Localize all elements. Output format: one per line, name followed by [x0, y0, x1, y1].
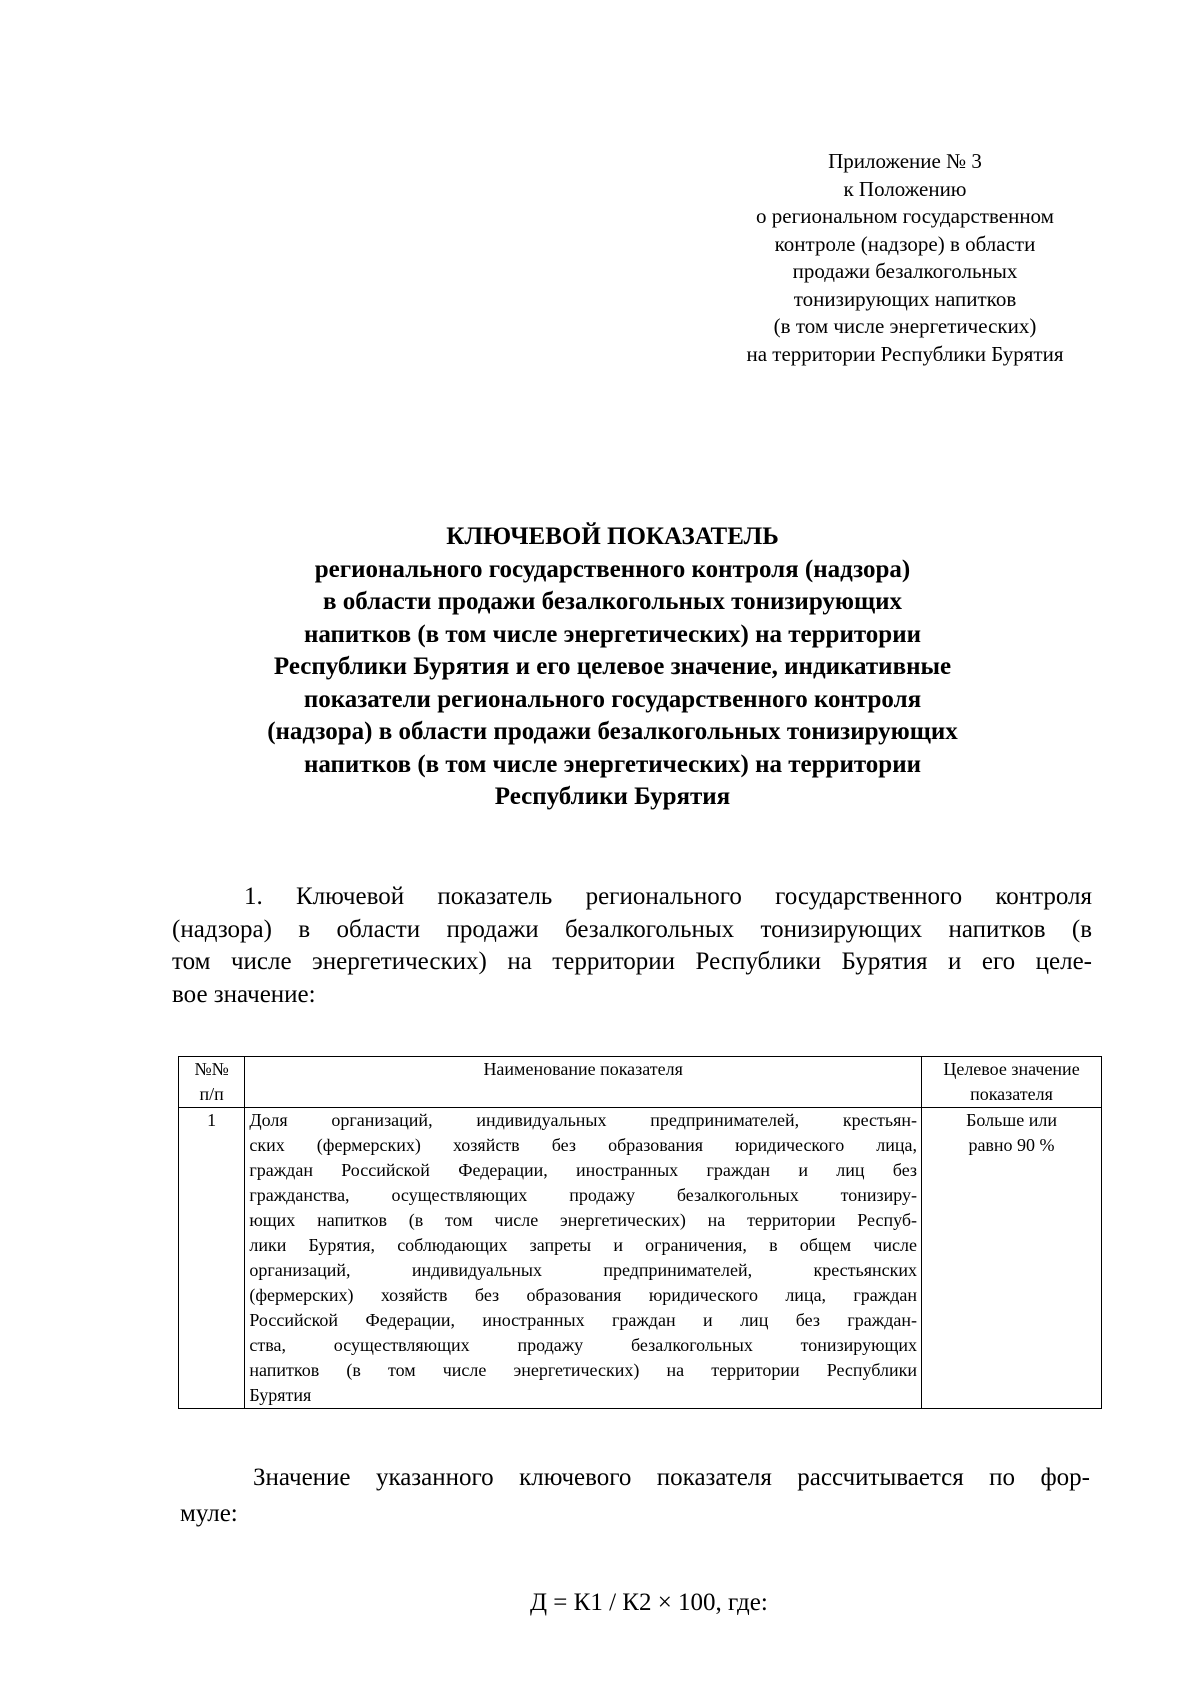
paragraph-line: Значение указанного ключевого показателя рассчитывается по фор-: [253, 1464, 1090, 1491]
indicator-name-line: (фермерских) хозяйств без образования юридического лица, граждан: [249, 1285, 918, 1305]
table-row: [179, 1108, 1102, 1409]
header-number-line: п/п: [199, 1084, 224, 1104]
indicator-name-line: граждан Российской Федерации, иностранных граждан и лиц без: [249, 1160, 918, 1180]
formula: Д = К1 / К2 × 100, где:: [530, 1589, 768, 1616]
key-indicator-table: [178, 1056, 1102, 1409]
title-line: в области продажи безалкогольных тонизирующих: [322, 588, 903, 615]
header-target-value: [922, 1057, 1102, 1108]
appendix-line: контроле (надзоре) в области: [774, 231, 1036, 256]
title-line: (надзора) в области продажи безалкогольных тонизирующих: [267, 718, 958, 745]
title-line: регионального государственного контроля (надзора): [314, 555, 911, 583]
table-header-row: [179, 1057, 1102, 1108]
header-target-line: показателя: [970, 1084, 1053, 1104]
title-line: показатели регионального государственного контроля: [303, 685, 922, 713]
appendix-line: Приложение № 3: [828, 149, 982, 173]
title-line: напитков (в том числе энергетических) на территории: [303, 620, 922, 648]
header-indicator-name: Наименование показателя: [245, 1057, 922, 1108]
indicator-name-line: ющих напитков (в том числе энергетических) на территории Респуб-: [249, 1210, 918, 1230]
appendix-header: [690, 148, 1120, 368]
formula-intro-paragraph: [180, 1460, 1090, 1532]
appendix-line: продажи безалкогольных: [792, 259, 1018, 283]
paragraph-line: том числе энергетических) на территории Республики Бурятия и его целе-: [172, 948, 1092, 975]
indicator-name-line: ских (фермерских) хозяйств без образования юридического лица,: [249, 1135, 918, 1155]
title-line: КЛЮЧЕВОЙ ПОКАЗАТЕЛЬ: [446, 523, 779, 550]
title-line: Республики Бурятия и его целевое значение, индикативные: [273, 653, 952, 680]
row-target-value: [922, 1108, 1102, 1409]
appendix-line: на территории Республики Бурятия: [746, 341, 1064, 366]
indicator-name-line: Бурятия: [249, 1385, 312, 1405]
header-number-line: №№: [194, 1059, 229, 1079]
appendix-line: (в том числе энергетических): [773, 314, 1037, 338]
title-line: Республики Бурятия: [494, 783, 731, 810]
paragraph-line: 1. Ключевой показатель регионального государственного контроля: [244, 883, 1092, 910]
target-value-line: равно 90 %: [968, 1135, 1055, 1155]
document-title: [150, 521, 1075, 814]
row-number: 1: [179, 1108, 245, 1409]
header-number: [179, 1057, 245, 1108]
indicator-name-line: Российской Федерации, иностранных граждан и лиц без граждан-: [249, 1310, 918, 1330]
row-indicator-name: [245, 1108, 922, 1409]
appendix-line: о региональном государственном: [756, 204, 1054, 228]
indicator-name-line: напитков (в том числе энергетических) на территории Республики: [249, 1360, 918, 1380]
header-target-line: Целевое значение: [943, 1059, 1080, 1079]
target-value-line: Больше или: [966, 1110, 1057, 1130]
appendix-line: к Положению: [843, 176, 967, 201]
paragraph-line: муле:: [180, 1500, 238, 1527]
section-1-paragraph: [172, 881, 1092, 1011]
indicator-name-line: организаций, индивидуальных предпринимателей, крестьянских: [249, 1260, 918, 1280]
indicator-name-line: Доля организаций, индивидуальных предпринимателей, крестьян-: [249, 1110, 918, 1130]
indicator-name-line: лики Бурятия, соблюдающих запреты и ограничения, в общем числе: [249, 1235, 918, 1255]
appendix-line: тонизирующих напитков: [793, 286, 1017, 311]
indicator-name-line: ства, осуществляющих продажу безалкогольных тонизирующих: [249, 1335, 918, 1355]
title-line: напитков (в том числе энергетических) на территории: [303, 750, 922, 778]
paragraph-line: (надзора) в области продажи безалкогольных тонизирующих напитков (в: [172, 915, 1092, 943]
indicator-name-line: гражданства, осуществляющих продажу безалкогольных тонизиру-: [249, 1185, 918, 1205]
paragraph-line: вое значение:: [172, 980, 316, 1008]
